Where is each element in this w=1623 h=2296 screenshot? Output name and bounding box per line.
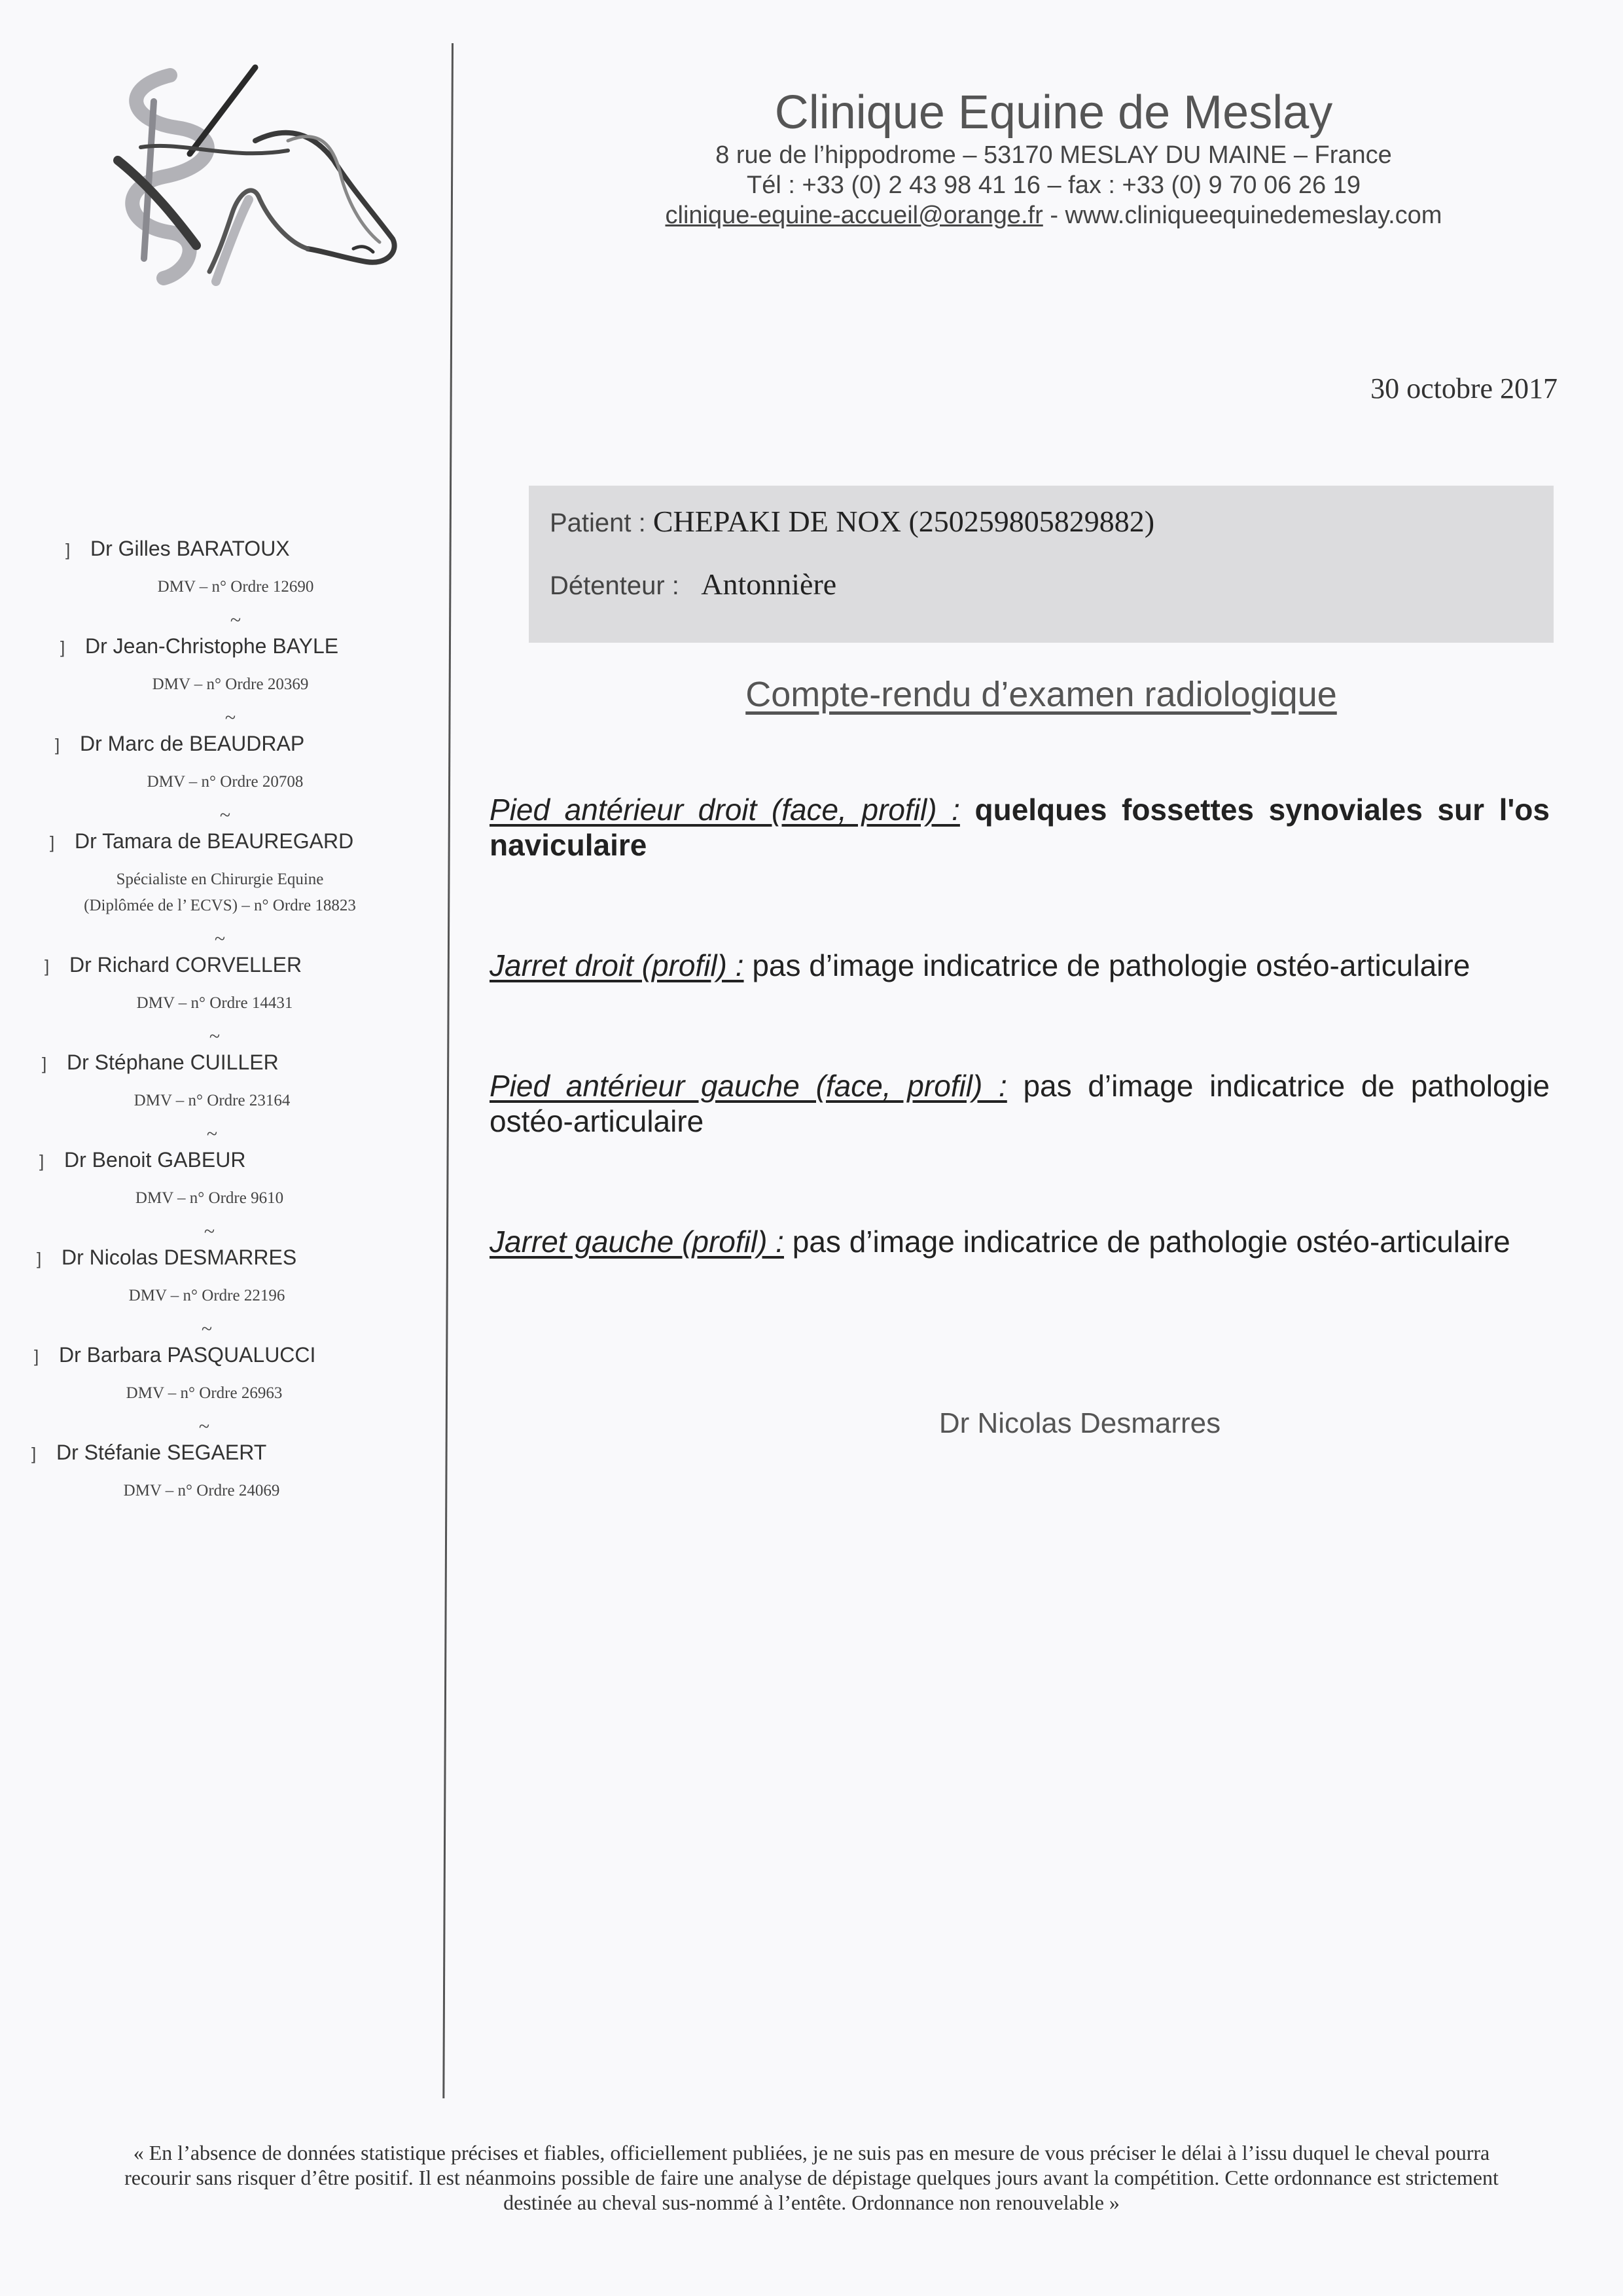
finding-label: Pied antérieur gauche (face, profil) : bbox=[490, 1069, 1007, 1103]
patient-box bbox=[529, 486, 1554, 643]
finding-item bbox=[490, 1224, 1550, 1259]
doctor-entry bbox=[60, 634, 445, 732]
doctor-separator: ~ bbox=[204, 1221, 215, 1242]
doctor-registration-line: DMV – n° Ordre 26963 bbox=[126, 1384, 283, 1402]
doctor-registration-line: DMV – n° Ordre 14431 bbox=[136, 994, 293, 1012]
doctor-separator: ~ bbox=[224, 707, 236, 728]
doctor-bracket: ] bbox=[31, 1444, 37, 1463]
doctor-name bbox=[34, 1343, 445, 1367]
doctor-entry bbox=[31, 1441, 445, 1504]
patient-value: CHEPAKI DE NOX (250259805829882) bbox=[652, 505, 1155, 538]
doctor-name bbox=[55, 732, 445, 756]
doctor-bracket: ] bbox=[39, 1151, 45, 1171]
doctor-registration bbox=[42, 1088, 382, 1114]
doctor-entry bbox=[65, 537, 445, 634]
doctors-list bbox=[31, 537, 445, 1504]
doctor-registration-line: DMV – n° Ordre 20369 bbox=[152, 675, 309, 693]
patient-label: Patient : bbox=[550, 509, 653, 537]
doctor-name bbox=[45, 953, 445, 977]
clinic-website-link[interactable]: www.cliniqueequinedemeslay.com bbox=[1065, 202, 1442, 229]
doctor-separator: ~ bbox=[198, 1416, 210, 1437]
doctor-registration-line: DMV – n° Ordre 9610 bbox=[135, 1189, 284, 1207]
doctor-registration bbox=[34, 1380, 374, 1407]
doctor-registration bbox=[37, 1283, 377, 1309]
doctor-name-text: Dr Stéphane CUILLER bbox=[67, 1050, 279, 1074]
doctor-bracket: ] bbox=[60, 637, 65, 657]
doctor-separator: ~ bbox=[206, 1123, 218, 1145]
patient-row bbox=[550, 504, 1154, 539]
document-date: 30 octobre 2017 bbox=[1370, 372, 1558, 404]
doctor-name bbox=[37, 1246, 445, 1270]
clinic-phone-fax: Tél : +33 (0) 2 43 98 41 16 – fax : +33 (0) 9 70 06 26 19 bbox=[747, 171, 1361, 199]
doctor-separator: ~ bbox=[219, 804, 231, 826]
doctor-name-text: Dr Marc de BEAUDRAP bbox=[80, 732, 305, 755]
finding-text: pas d’image indicatrice de pathologie ostéo-articulaire bbox=[752, 948, 1471, 982]
finding-label: Jarret gauche (profil) : bbox=[490, 1225, 784, 1259]
doctor-entry bbox=[50, 829, 445, 953]
doctor-separator: ~ bbox=[230, 609, 241, 631]
doctor-registration-line: Spécialiste en Chirurgie Equine bbox=[116, 870, 324, 888]
doctor-entry bbox=[55, 732, 445, 829]
doctor-separator: ~ bbox=[214, 928, 226, 950]
report-title: Compte-rendu d’examen radiologique bbox=[745, 675, 1337, 714]
doctor-registration-line: (Diplômée de l’ ECVS) – n° Ordre 18823 bbox=[84, 897, 356, 914]
doctor-entry bbox=[34, 1343, 445, 1441]
doctor-registration-line: DMV – n° Ordre 24069 bbox=[123, 1482, 280, 1499]
doctor-registration bbox=[39, 1185, 380, 1211]
doctor-entry bbox=[37, 1246, 445, 1343]
doctor-name bbox=[65, 537, 445, 561]
doctor-registration bbox=[60, 672, 401, 698]
clinic-contact-line bbox=[497, 200, 1610, 230]
doctor-name-text: Dr Richard CORVELLER bbox=[69, 953, 302, 977]
finding-text: quelques fossettes synoviales sur l'os naviculaire bbox=[490, 793, 1550, 862]
finding-text: pas d’image indicatrice de pathologie ostéo-articulaire bbox=[490, 1069, 1550, 1138]
clinic-header bbox=[497, 85, 1610, 230]
doctor-name-text: Dr Stéfanie SEGAERT bbox=[56, 1441, 267, 1464]
signature: Dr Nicolas Desmarres bbox=[938, 1407, 1221, 1439]
doctor-name-text: Dr Nicolas DESMARRES bbox=[62, 1246, 297, 1269]
doctor-bracket: ] bbox=[65, 540, 71, 560]
doctor-registration bbox=[50, 867, 390, 919]
doctor-name-text: Dr Barbara PASQUALUCCI bbox=[59, 1343, 316, 1367]
clinic-logo-horse-caduceus-icon bbox=[92, 62, 406, 298]
owner-label: Détenteur : bbox=[550, 571, 687, 600]
doctor-bracket: ] bbox=[34, 1346, 39, 1366]
doctor-name bbox=[60, 634, 445, 658]
doctor-bracket: ] bbox=[50, 833, 55, 852]
owner-row bbox=[550, 567, 836, 601]
findings-list bbox=[490, 792, 1550, 1344]
doctor-registration-line: DMV – n° Ordre 12690 bbox=[157, 578, 314, 596]
clinic-name: Clinique Equine de Meslay bbox=[774, 86, 1333, 139]
doctor-name-text: Dr Gilles BARATOUX bbox=[90, 537, 290, 560]
doctor-registration-line: DMV – n° Ordre 22196 bbox=[128, 1287, 285, 1304]
clinic-email-link[interactable]: clinique-equine-accueil@orange.fr bbox=[665, 202, 1043, 229]
doctor-bracket: ] bbox=[45, 956, 50, 976]
doctor-separator: ~ bbox=[201, 1318, 213, 1340]
doctor-registration bbox=[55, 769, 395, 795]
clinic-address: 8 rue de l’hippodrome – 53170 MESLAY DU MAINE – France bbox=[715, 141, 1392, 169]
finding-label: Jarret droit (profil) : bbox=[490, 948, 744, 982]
doctor-name-text: Dr Tamara de BEAUREGARD bbox=[75, 829, 354, 853]
doctor-name bbox=[31, 1441, 445, 1465]
owner-value: Antonnière bbox=[701, 567, 837, 601]
doctor-registration bbox=[65, 574, 406, 600]
doctor-registration-line: DMV – n° Ordre 23164 bbox=[134, 1092, 291, 1109]
finding-text: pas d’image indicatrice de pathologie ostéo-articulaire bbox=[792, 1225, 1510, 1259]
doctor-name bbox=[42, 1050, 445, 1075]
doctor-registration bbox=[45, 990, 385, 1016]
doctor-separator: ~ bbox=[209, 1026, 221, 1047]
clinic-contact-separator: - bbox=[1043, 202, 1065, 229]
finding-item bbox=[490, 792, 1550, 863]
doctor-entry bbox=[45, 953, 445, 1050]
doctor-name bbox=[39, 1148, 445, 1172]
doctor-registration bbox=[31, 1478, 372, 1504]
doctor-registration-line: DMV – n° Ordre 20708 bbox=[147, 773, 304, 791]
doctor-name-text: Dr Jean-Christophe BAYLE bbox=[85, 634, 339, 658]
doctor-name bbox=[50, 829, 445, 853]
doctor-bracket: ] bbox=[37, 1249, 42, 1268]
doctor-bracket: ] bbox=[55, 735, 60, 755]
doctor-entry bbox=[39, 1148, 445, 1246]
doctor-entry bbox=[42, 1050, 445, 1148]
finding-label: Pied antérieur droit (face, profil) : bbox=[490, 793, 960, 827]
doctor-bracket: ] bbox=[42, 1054, 47, 1073]
footer-disclaimer: « En l’absence de données statistique précises et fiables, officiellement publiées, je ne suis pas en mesure de vous préciser le délai à l’issu duquel le cheval pourra recourir sans risquer d’être positif. Il est néanmoins possible de faire une analyse de dépistage quelques jours avant la compétition. Cette ordonnance est strictement destinée au cheval sus-nommé à l’entête. Ordonnance non renouvelable » bbox=[124, 2141, 1499, 2214]
finding-item bbox=[490, 948, 1550, 983]
doctor-name-text: Dr Benoit GABEUR bbox=[64, 1148, 246, 1172]
finding-item bbox=[490, 1068, 1550, 1139]
